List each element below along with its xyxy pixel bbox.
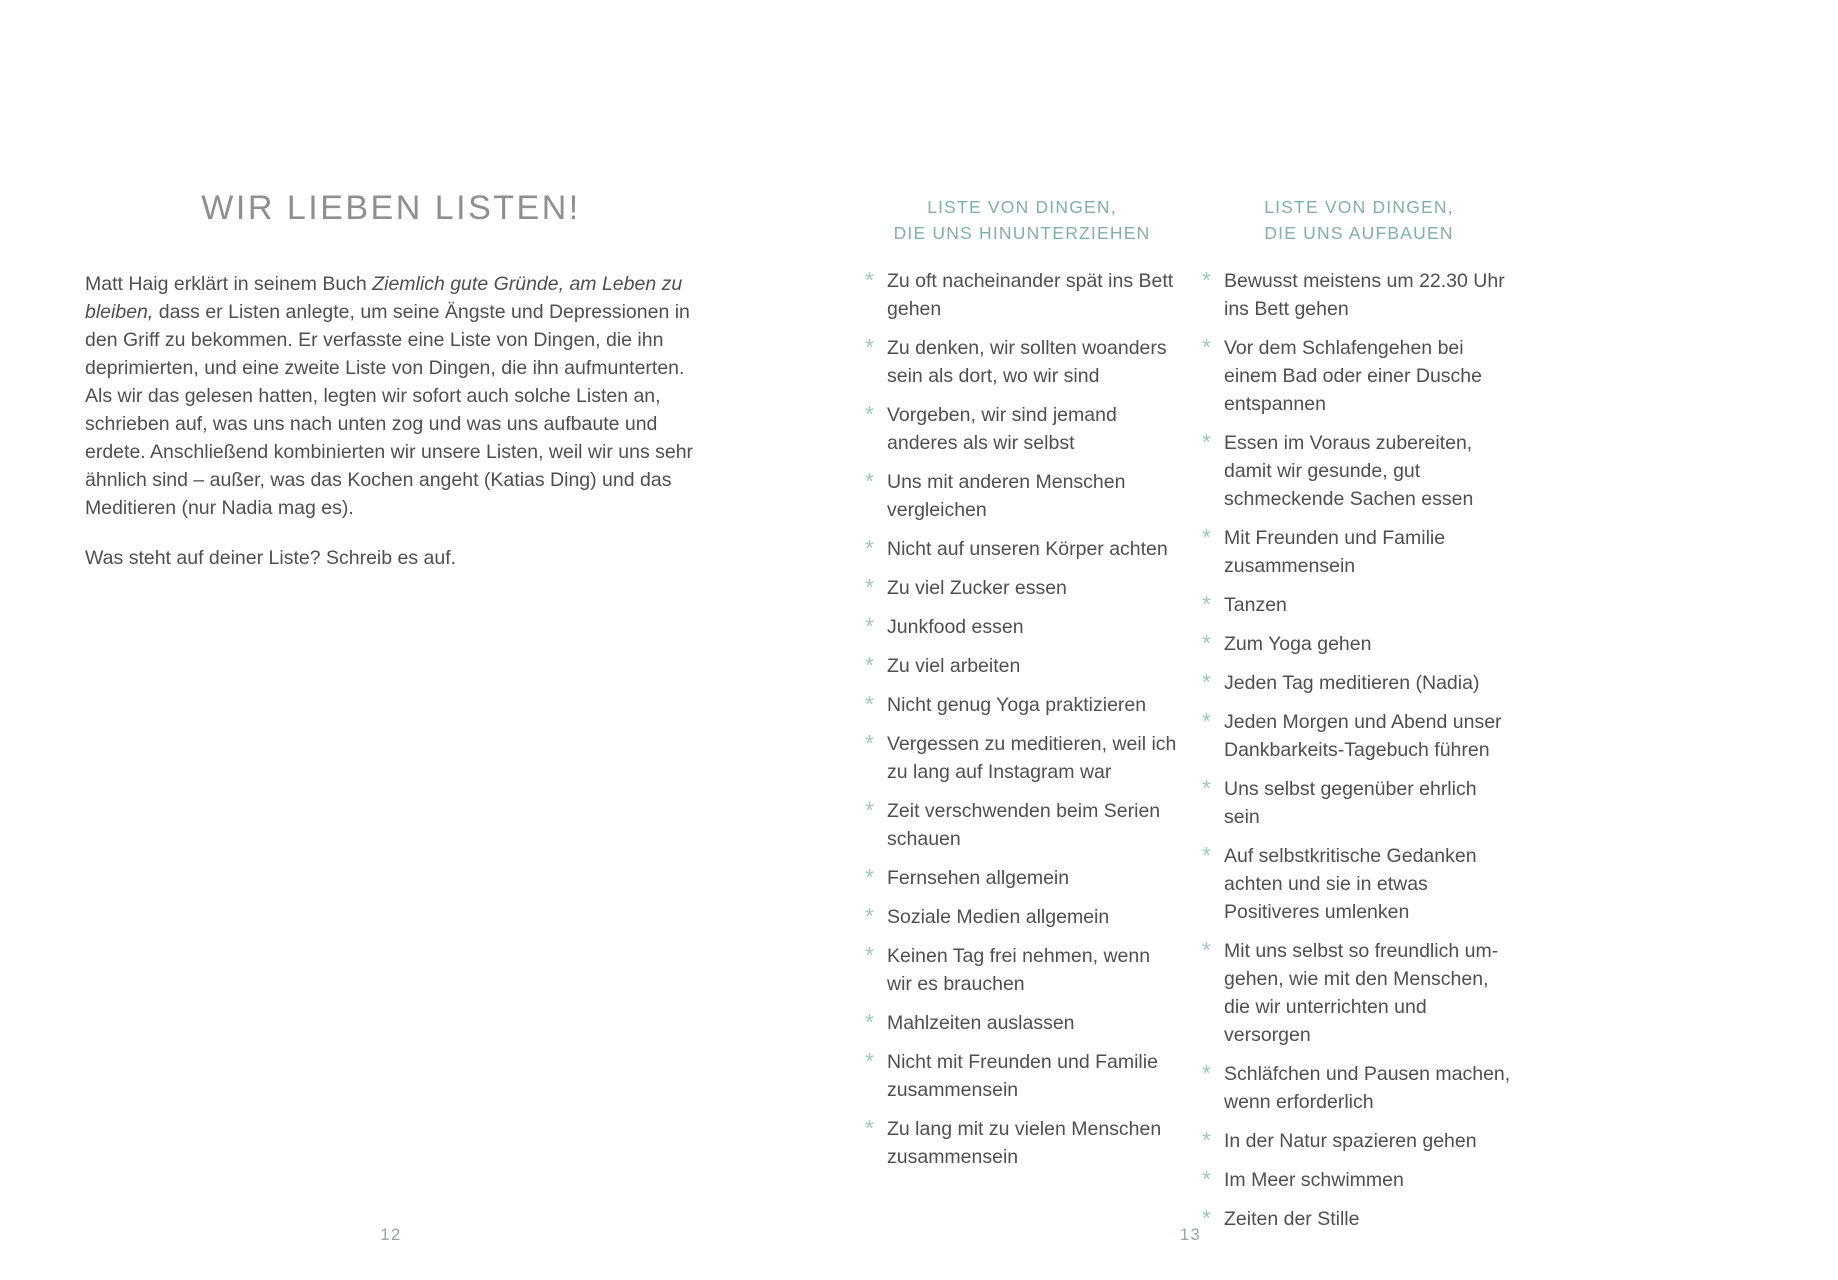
list-item-text: In der Natur spazieren gehen [1224, 1130, 1477, 1152]
list-up-items [1202, 267, 1516, 1233]
prompt-paragraph: Was steht auf deiner Liste? Schreib es auf. [85, 547, 457, 569]
list-item [865, 652, 1179, 680]
list-item-text: Mahlzeiten auslassen [887, 1012, 1075, 1034]
list-item [1202, 937, 1516, 1049]
list-item-text: Schläfchen und Pausen machen, wenn erforderlich [1224, 1063, 1511, 1113]
list-item [865, 574, 1179, 602]
asterisk-bullet-icon: * [1202, 1166, 1211, 1192]
list-item [865, 903, 1179, 931]
list-item-text: Bewusst meistens um 22.30 Uhr ins Bett gehen [1224, 270, 1505, 320]
list-item-text: Jeden Tag meditieren (Nadia) [1224, 672, 1480, 694]
list-item-text: Zu viel arbeiten [887, 655, 1021, 677]
asterisk-bullet-icon: * [865, 334, 874, 360]
list-up-heading-line2: DIE UNS AUFBAUEN [1264, 223, 1454, 243]
list-item-text: Junkfood essen [887, 616, 1024, 638]
asterisk-bullet-icon: * [1202, 267, 1211, 293]
list-item-text: Uns mit anderen Menschen vergleichen [887, 471, 1126, 521]
chapter-title: WIR LIEBEN LISTEN! [201, 189, 581, 227]
list-down-items [865, 267, 1179, 1171]
asterisk-bullet-icon: * [1202, 1127, 1211, 1153]
asterisk-bullet-icon: * [865, 1009, 874, 1035]
asterisk-bullet-icon: * [1202, 842, 1211, 868]
list-up-heading [1202, 194, 1516, 246]
list-item [1202, 1060, 1516, 1116]
asterisk-bullet-icon: * [865, 691, 874, 717]
list-item [865, 1048, 1179, 1104]
list-item [1202, 1166, 1516, 1194]
asterisk-bullet-icon: * [1202, 669, 1211, 695]
list-item-text: Jeden Morgen und Abend unser Dankbarkeits-Tagebuch führen [1224, 711, 1502, 761]
list-up-column [1202, 194, 1516, 1244]
list-item [1202, 591, 1516, 619]
list-item [1202, 1127, 1516, 1155]
list-item [1202, 267, 1516, 323]
asterisk-bullet-icon: * [865, 613, 874, 639]
list-item-text: Essen im Voraus zubereiten, damit wir gesunde, gut schmeckende Sachen essen [1224, 432, 1474, 510]
asterisk-bullet-icon: * [1202, 524, 1211, 550]
intro-text-before-italic: Matt Haig erklärt in seinem Buch [85, 273, 373, 295]
asterisk-bullet-icon: * [865, 652, 874, 678]
asterisk-bullet-icon: * [1202, 708, 1211, 734]
list-item-text: Zu lang mit zu vielen Menschen zusammensein [887, 1118, 1162, 1168]
asterisk-bullet-icon: * [865, 1048, 874, 1074]
list-up-heading-line1: LISTE VON DINGEN, [1264, 197, 1454, 217]
list-item [1202, 524, 1516, 580]
list-item [1202, 775, 1516, 831]
asterisk-bullet-icon: * [1202, 937, 1211, 963]
list-down-heading [865, 194, 1179, 246]
list-item [865, 942, 1179, 998]
list-item [1202, 708, 1516, 764]
left-page [85, 188, 697, 572]
list-item-text: Mit uns selbst so freundlich um-gehen, wie mit den Menschen, die wir unterrichten und versorgen [1224, 940, 1499, 1046]
asterisk-bullet-icon: * [865, 574, 874, 600]
list-item [1202, 429, 1516, 513]
list-item [865, 267, 1179, 323]
asterisk-bullet-icon: * [865, 267, 874, 293]
list-down-column [865, 194, 1179, 1182]
asterisk-bullet-icon: * [1202, 775, 1211, 801]
list-item-text: Zeit verschwenden beim Serien schauen [887, 800, 1161, 850]
list-item-text: Soziale Medien allgemein [887, 906, 1110, 928]
page-number-left: 12 [380, 1226, 402, 1244]
list-item [865, 468, 1179, 524]
list-item-text: Vor dem Schlafengehen bei einem Bad oder einer Dusche entspannen [1224, 337, 1482, 415]
intro-text-after-italic: dass er Listen anlegte, um seine Ängste und Depressionen in den Griff zu bekommen. Er verfasste eine Liste von Dingen, die ihn deprimierten, und eine zweite Liste von Dingen, die ihn aufmunterten. Als wir das gelesen hatten, legten wir sofort auch solche Listen an, schrieben auf, was uns nach unten zog und was uns aufbaute und erdete. Anschließend kombinierten wir unsere Listen, weil wir uns sehr ähnlich sind – außer, was das Kochen angeht (Katias Ding) und das Meditieren (nur Nadia mag es). [85, 301, 694, 519]
list-item-text: Tanzen [1224, 594, 1287, 616]
list-item-text: Nicht genug Yoga praktizieren [887, 694, 1147, 716]
list-item [865, 535, 1179, 563]
list-item-text: Zum Yoga gehen [1224, 633, 1372, 655]
list-item-text: Zeiten der Stille [1224, 1208, 1360, 1230]
asterisk-bullet-icon: * [1202, 591, 1211, 617]
list-item-text: Keinen Tag frei nehmen, wenn wir es brauchen [887, 945, 1151, 995]
list-item-text: Im Meer schwimmen [1224, 1169, 1404, 1191]
list-item [1202, 334, 1516, 418]
list-item-text: Zu viel Zucker essen [887, 577, 1067, 599]
list-item [865, 730, 1179, 786]
asterisk-bullet-icon: * [1202, 334, 1211, 360]
asterisk-bullet-icon: * [865, 1115, 874, 1141]
asterisk-bullet-icon: * [865, 942, 874, 968]
intro-paragraph [85, 270, 697, 522]
book-title-italic: Ziemlich gute Gründe, am Leben zu bleiben, [85, 273, 683, 323]
list-item [865, 1115, 1179, 1171]
list-item-text: Fernsehen allgemein [887, 867, 1070, 889]
list-item-text: Zu denken, wir sollten woanders sein als dort, wo wir sind [887, 337, 1167, 387]
list-item [865, 691, 1179, 719]
list-item-text: Auf selbstkritische Gedanken achten und sie in etwas Positiveres umlenken [1224, 845, 1477, 923]
list-item [865, 334, 1179, 390]
asterisk-bullet-icon: * [865, 730, 874, 756]
list-item-text: Mit Freunden und Familie zusammensein [1224, 527, 1446, 577]
list-item [865, 864, 1179, 892]
list-item [1202, 630, 1516, 658]
list-item-text: Nicht mit Freunden und Familie zusammensein [887, 1051, 1158, 1101]
asterisk-bullet-icon: * [1202, 429, 1211, 455]
asterisk-bullet-icon: * [865, 401, 874, 427]
asterisk-bullet-icon: * [865, 535, 874, 561]
list-item-text: Zu oft nacheinander spät ins Bett gehen [887, 270, 1174, 320]
asterisk-bullet-icon: * [865, 797, 874, 823]
list-item-text: Nicht auf unseren Körper achten [887, 538, 1168, 560]
asterisk-bullet-icon: * [1202, 1060, 1211, 1086]
list-down-heading-line2: DIE UNS HINUNTERZIEHEN [893, 223, 1151, 243]
list-item-text: Vorgeben, wir sind jemand anderes als wir selbst [887, 404, 1117, 454]
list-item [865, 1009, 1179, 1037]
list-down-heading-line1: LISTE VON DINGEN, [927, 197, 1117, 217]
asterisk-bullet-icon: * [865, 903, 874, 929]
list-item [865, 797, 1179, 853]
list-item [1202, 669, 1516, 697]
list-item [865, 401, 1179, 457]
list-item [1202, 842, 1516, 926]
list-item-text: Vergessen zu meditieren, weil ich zu lang auf Instagram war [887, 733, 1177, 783]
asterisk-bullet-icon: * [1202, 1205, 1211, 1231]
page-number-right: 13 [1179, 1226, 1202, 1244]
list-item-text: Uns selbst gegenüber ehrlich sein [1224, 778, 1477, 828]
asterisk-bullet-icon: * [865, 468, 874, 494]
asterisk-bullet-icon: * [1202, 630, 1211, 656]
list-item [865, 613, 1179, 641]
asterisk-bullet-icon: * [865, 864, 874, 890]
